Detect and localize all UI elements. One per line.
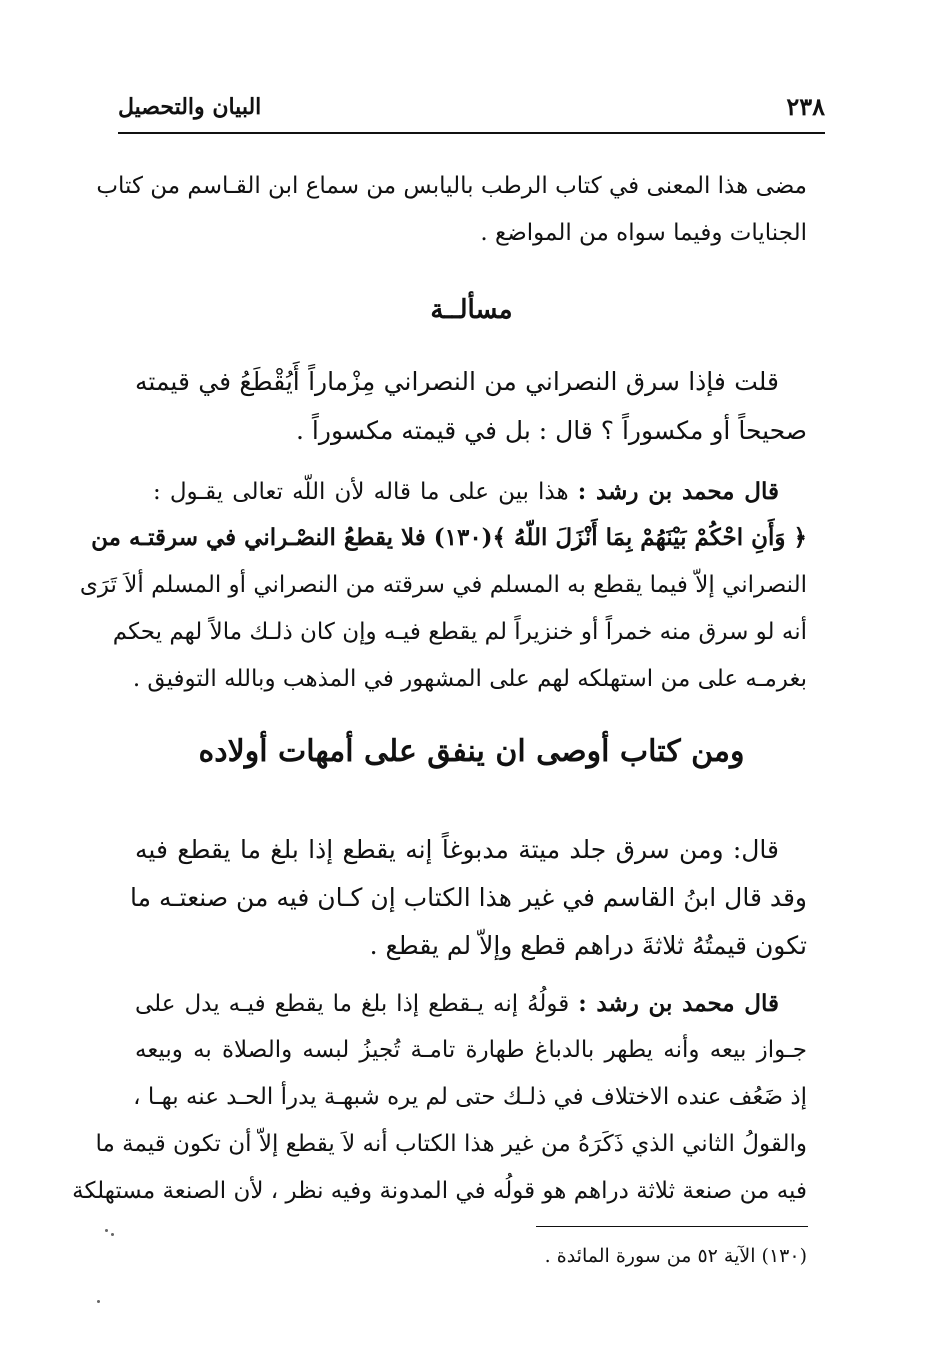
commentary-line: جـواز بيعه وأنه يطهر بالدباغ طهارة تامـة تُجيزُ لبسه والصلاة به وبيعه	[135, 1037, 807, 1063]
commentary-line: أنه لو سرق منه خمراً أو خنزيراً لم يقطع فيـه وإن كان ذلـك مالاً لهم يحكم	[112, 619, 807, 645]
footnote-divider	[536, 1226, 808, 1227]
book-title: البيان والتحصيل	[118, 94, 262, 120]
chapter-heading: ومن كتاب أوصى ان ينفق على أمهات أولاده	[198, 734, 745, 769]
statement-line: تكون قيمتُهُ ثلاثةَ دراهم قطع وإلاّ لم يقطع .	[369, 931, 807, 960]
question-line: قلت فإذا سرق النصراني من النصراني مِزْماراً أَيُقْطَعُ في قيمته	[135, 367, 779, 396]
commentary-text: هذا بين على ما قاله لأن اللّه تعالى يقـول :	[153, 479, 569, 505]
commentary-speaker: قال محمد بن رشد :	[578, 990, 779, 1017]
question-line: صحيحاً أو مكسوراً ؟ قال : بل في قيمته مكسوراً .	[296, 416, 807, 445]
footnote: (١٣٠) الآية ٥٢ من سورة المائدة .	[544, 1245, 807, 1267]
commentary-line	[135, 984, 779, 1024]
commentary-line: بغرمـه على من استهلكه لهم على المشهور في المذهب وبالله التوفيق .	[132, 666, 807, 692]
commentary-line: النصراني إلاّ فيما يقطع به المسلم في سرقته من النصراني أو المسلم ألاَ تَرَى	[79, 572, 807, 598]
statement-line: وقد قال ابنُ القاسم في غير هذا الكتاب إن كـان فيه من صنعتـه ما	[130, 883, 807, 912]
section-heading-masala: مسألــة	[430, 295, 513, 325]
commentary-line: والقولُ الثاني الذي ذَكَرَهُ من غير هذا الكتاب أنه لاَ يقطع إلاّ أن تكون قيمة ما	[95, 1131, 807, 1157]
intro-line: مضى هذا المعنى في كتاب الرطب باليابس من سماع ابن القـاسم من كتاب	[96, 173, 807, 199]
page-header	[118, 92, 825, 132]
scan-speck	[111, 1233, 114, 1236]
commentary-text: قولُهُ إنه يـقطع إذا بلغ ما يقطع فيـه يدل على	[135, 991, 570, 1017]
scan-speck	[97, 1300, 100, 1303]
statement-line: قال: ومن سرق جلد ميتة مدبوغاً إنه يقطع إذا بلغ ما يقطع فيه	[135, 835, 779, 864]
commentary-speaker: قال محمد بن رشد :	[577, 478, 779, 505]
page-number: ٢٣٨	[786, 92, 825, 121]
commentary-line	[153, 472, 779, 512]
intro-line: الجنايات وفيما سواه من المواضع .	[480, 220, 807, 246]
scan-speck	[105, 1229, 108, 1232]
quran-verse-line: ﴿ وَأَنِ احْكُمْ بَيْنَهُمْ بِمَا أَنْزَلَ اللّهُ ﴾(١٣٠) فلا يقطعُ النصْـراني في سرقتـه من	[91, 524, 807, 551]
commentary-line: إذ ضَعُف عنده الاختلاف في ذلـك حتى لم يره شبهـة يدرأ الحـد عنه بهـا ،	[133, 1084, 807, 1110]
header-divider	[118, 132, 825, 134]
commentary-line: فيه من صنعة ثلاثة دراهم هو قولُه في المدونة وفيه نظر ، لأن الصنعة مستهلكة	[72, 1178, 807, 1204]
